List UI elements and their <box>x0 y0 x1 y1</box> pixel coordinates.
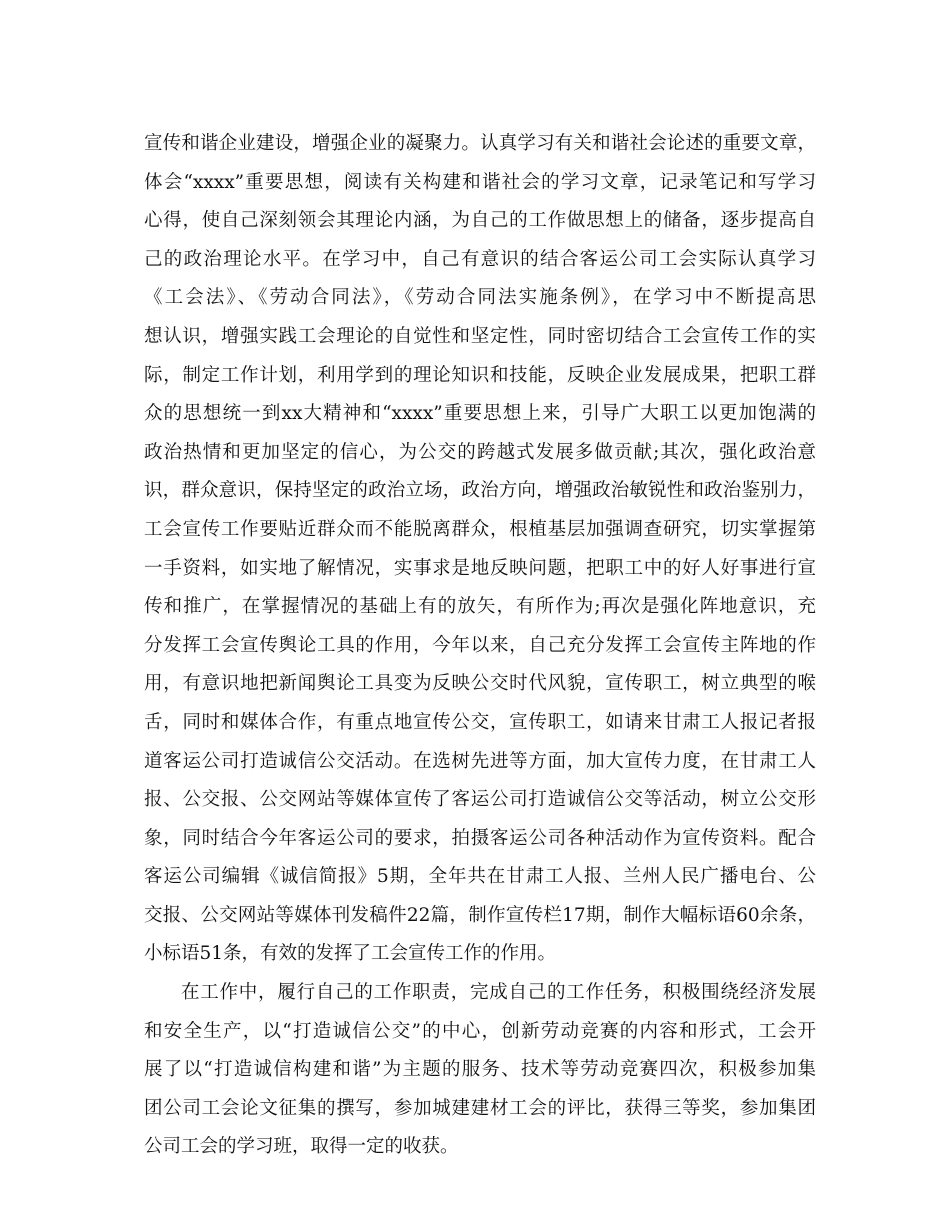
paragraph-2-last-line: 公司工会的学习班，取得一定的收获。 <box>144 1136 459 1158</box>
paragraph-1-line: 识，群众意识，保持坚定的政治立场，政治方向，增强政治敏锐性和政治鉴别力， <box>144 480 816 502</box>
paragraph-1-line: 政治热情和更加坚定的信心，为公交的跨越式发展多做贡献;其次，强化政治意 <box>144 441 816 463</box>
paragraph-2-line: 展了以“打造诚信构建和谐”为主题的服务、技术等劳动竞赛四次，积极参加集 <box>144 1059 816 1081</box>
paragraph-1-line: 象，同时结合今年客运公司的要求，拍摄客运公司各种活动作为宣传资料。配合 <box>144 827 816 849</box>
paragraph-1-line: 《工会法》、《劳动合同法》，《劳动合同法实施条例》，在学习中不断提高思 <box>144 287 816 309</box>
paragraph-2 <box>144 974 816 1167</box>
paragraph-1-line: 舌，同时和媒体合作，有重点地宣传公交，宣传职工，如请来甘肃工人报记者报 <box>144 711 816 733</box>
paragraph-1-line: 工会宣传工作要贴近群众而不能脱离群众，根植基层加强调查研究，切实掌握第 <box>144 518 816 540</box>
paragraph-1-line: 想认识，增强实践工会理论的自觉性和坚定性，同时密切结合工会宣传工作的实 <box>144 325 816 347</box>
paragraph-1 <box>144 125 816 974</box>
paragraph-1-line: 一手资料，如实地了解情况，实事求是地反映问题，把职工中的好人好事进行宣 <box>144 557 816 579</box>
paragraph-2-line: 团公司工会论文征集的撰写，参加城建建材工会的评比，获得三等奖，参加集团 <box>144 1097 816 1119</box>
paragraph-2-line: 和安全生产，以“打造诚信公交”的中心，创新劳动竞赛的内容和形式，工会开 <box>144 1020 816 1042</box>
paragraph-1-line: 道客运公司打造诚信公交活动。在选树先进等方面，加大宣传力度，在甘肃工人 <box>144 750 816 772</box>
paragraph-1-line: 用，有意识地把新闻舆论工具变为反映公交时代风貌，宣传职工，树立典型的喉 <box>144 673 816 695</box>
paragraph-1-line: 宣传和谐企业建设，增强企业的凝聚力。认真学习有关和谐社会论述的重要文章， <box>144 133 816 154</box>
paragraph-1-line: 己的政治理论水平。在学习中，自己有意识的结合客运公司工会实际认真学习 <box>144 248 816 270</box>
paragraph-1-line: 众的思想统一到xx大精神和“xxxx”重要思想上来，引导广大职工以更加饱满的 <box>144 403 816 425</box>
paragraph-2-first-line: 在工作中，履行自己的工作职责，完成自己的工作任务，积极围绕经济发展 <box>181 982 816 1004</box>
document-body <box>144 125 816 1167</box>
paragraph-1-line: 体会“xxxx”重要思想，阅读有关构建和谐社会的学习文章，记录笔记和写学习 <box>144 171 816 193</box>
paragraph-1-line: 传和推广，在掌握情况的基础上有的放矢，有所作为;再次是强化阵地意识，充 <box>144 596 816 618</box>
paragraph-1-line: 际，制定工作计划，利用学到的理论知识和技能，反映企业发展成果，把职工群 <box>144 364 816 386</box>
paragraph-1-line: 交报、公交网站等媒体刊发稿件22篇，制作宣传栏17期，制作大幅标语60余条， <box>144 904 816 926</box>
paragraph-1-line: 分发挥工会宣传舆论工具的作用，今年以来，自己充分发挥工会宣传主阵地的作 <box>144 634 816 656</box>
paragraph-1-line: 客运公司编辑《诚信简报》5期，全年共在甘肃工人报、兰州人民广播电台、公 <box>144 866 816 888</box>
paragraph-1-line: 心得，使自己深刻领会其理论内涵，为自己的工作做思想上的储备，逐步提高自 <box>144 210 816 232</box>
paragraph-1-last-line: 小标语51条，有效的发挥了工会宣传工作的作用。 <box>144 943 557 965</box>
paragraph-1-line: 报、公交报、公交网站等媒体宣传了客运公司打造诚信公交等活动，树立公交形 <box>144 789 816 811</box>
